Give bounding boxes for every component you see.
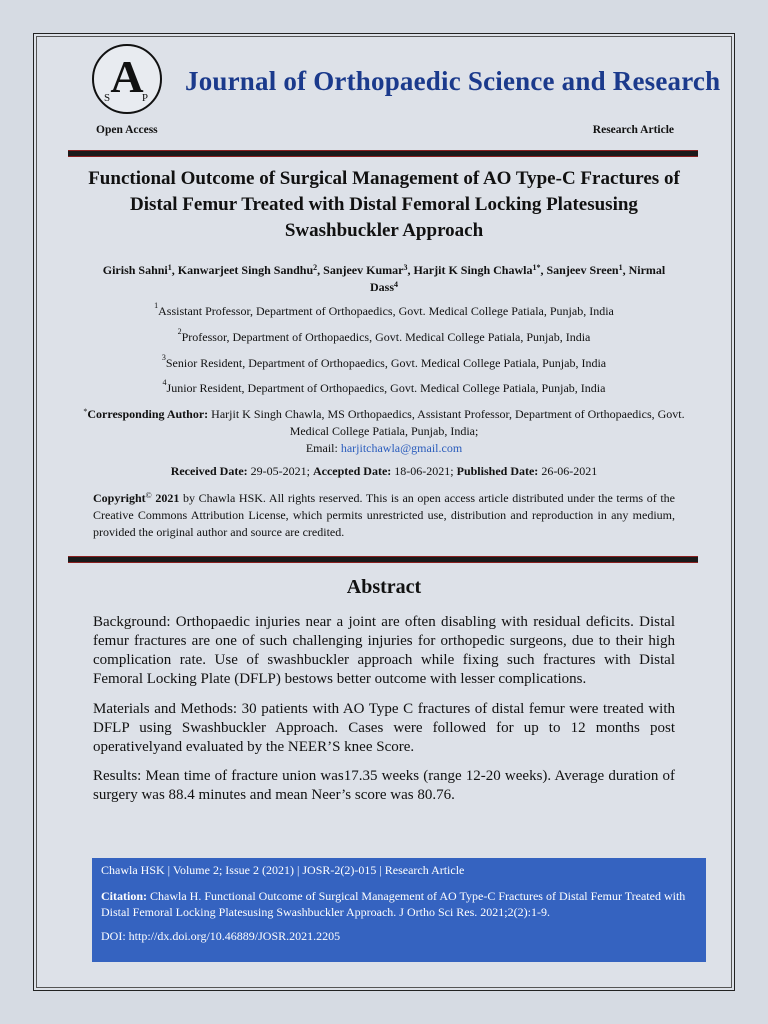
- author: Sanjeev Kumar$^3$,: [323, 263, 414, 277]
- citation-box: [92, 858, 706, 962]
- author: Harjit K Singh Chawla$^{1*}$,: [413, 263, 547, 277]
- copyright-notice: Copyright© 2021 by Chawla HSK. All rights reserved. This is an open access article distributed under the terms of the Creative Commons Attribution License, which permits unrestricted use, distribution and reproduction in any medium, provided the original author and source are credited.: [93, 491, 676, 539]
- abstract-background: Background: Orthopaedic injuries near a joint are often disabling with residual deficits. Distal femur fractures are one of such challenging injuries for orthopedic surgeons, due to their high complication rate. Use of swashbuckler approach while fixing such fractures with Distal Femoral Locking Plate (DFLP) bestows better outcome with lesser complications.: [93, 614, 675, 687]
- affiliation: $^4$Junior Resident, Department of Orthopaedics, Govt. Medical College Patiala, Punjab, India: [162, 378, 606, 395]
- affiliation: $^3$Senior Resident, Department of Orthopaedics, Govt. Medical College Patiala, Punjab, India: [161, 353, 607, 370]
- citation-text: Citation: Chawla H. Functional Outcome of Surgical Management of AO Type-C Fractures of Distal Femur Treated with Distal Femoral Locking Platesusing Swashbuckler Approach. J Ortho Sci Res. 2021;2(2):1-9.: [101, 889, 686, 919]
- logo-letter: A: [110, 51, 144, 102]
- abstract-divider: [68, 556, 698, 563]
- header-divider: [68, 150, 698, 157]
- logo-right-letters: P: [141, 92, 148, 104]
- author: Sanjeev Sreen$^1$,: [546, 263, 629, 277]
- article-dates: Received Date: 29-05-2021; Accepted Date: 18-06-2021; Published Date: 26-06-2021: [170, 464, 598, 478]
- abstract-heading: Abstract: [346, 576, 422, 598]
- open-access-label: Open Access: [96, 124, 158, 136]
- article-title: Functional Outcome of Surgical Management of AO Type-C Fractures of Distal Femur Treated with Distal Femoral Locking Platesusing Swashbuckler Approach: [88, 168, 680, 241]
- journal-title: Journal of Orthopaedic Science and Research: [185, 66, 721, 96]
- issue-info: Chawla HSK | Volume 2; Issue 2 (2021) | JOSR-2(2)-015 | Research Article: [101, 863, 465, 877]
- abstract-results: Results: Mean time of fracture union was17.35 weeks (range 12-20 weeks). Average duration of surgery was 88.4 minutes and mean Neer’s score was 80.76.: [93, 768, 675, 803]
- journal-logo: [92, 44, 162, 114]
- author-list: [90, 262, 678, 296]
- email-link[interactable]: harjitchawla@gmail.com: [340, 441, 463, 455]
- logo-left-letters: S: [104, 92, 111, 104]
- abstract-methods: Materials and Methods: 30 patients with AO Type C fractures of distal femur were treated with DFLP using Swashbuckler Approach. Cases were followed for up to 12 months post operativelyand evaluated by the NEER’S knee Score.: [93, 701, 675, 755]
- author: Nirmal Dass$^4$: [369, 263, 666, 294]
- doi-link[interactable]: DOI: http://dx.doi.org/10.46889/JOSR.2021.2205: [101, 929, 341, 943]
- author: Girish Sahni$^1$,: [102, 263, 178, 277]
- affiliation: $^1$Assistant Professor, Department of Orthopaedics, Govt. Medical College Patiala, Punjab, India: [154, 301, 614, 318]
- affiliation: $^2$Professor, Department of Orthopaedics, Govt. Medical College Patiala, Punjab, India: [177, 327, 591, 344]
- corresponding-author: *Corresponding Author: Harjit K Singh Chawla, MS Orthopaedics, Assistant Professor, Department of Orthopaedics, Govt. Medical College Patiala, Punjab, India; Email: harjitchawla@gmail.com: [83, 407, 685, 455]
- article-type-label: Research Article: [592, 124, 674, 136]
- author: Kanwarjeet Singh Sandhu$^2$,: [177, 263, 324, 277]
